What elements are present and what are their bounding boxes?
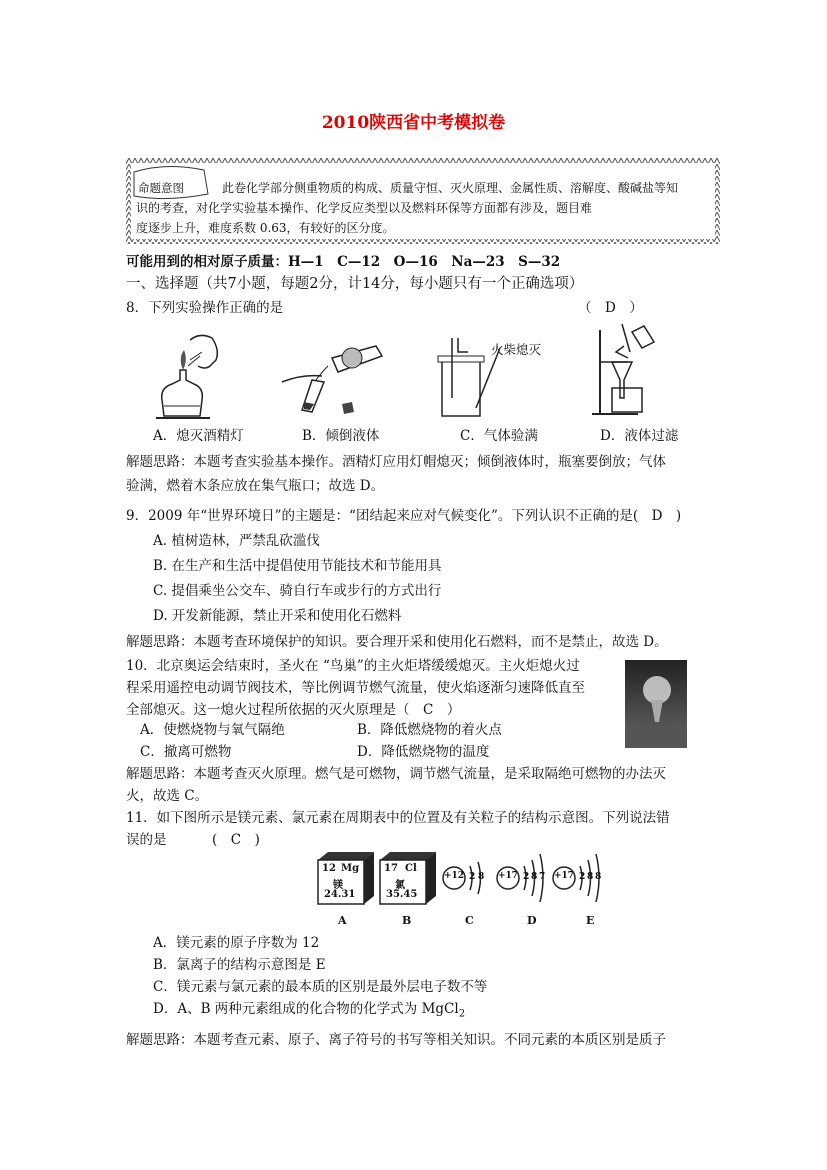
atom-c-nucleus: +12	[444, 871, 465, 881]
card-a-symbol: Mg	[341, 863, 360, 874]
figure-filtration	[588, 322, 658, 420]
q8-option-d: D．液体过滤	[600, 428, 679, 444]
q10-option-d: D．降低燃烧物的温度	[357, 744, 490, 760]
q10-option-b: B．降低燃烧物的着火点	[357, 722, 502, 738]
atomic-mass: 可能用到的相对原子质量：H—1 C—12 O—16 Na—23 S—32	[126, 254, 561, 270]
q8-analysis-1: 解题思路：本题考查实验基本操作。酒精灯应用灯帽熄灭；倾倒液体时，瓶塞要倒放；气体	[126, 454, 666, 470]
card-a-letter: A	[338, 914, 347, 927]
card-b-name: 氯	[395, 880, 405, 891]
page-title: 2010陕西省中考模拟卷	[321, 113, 506, 133]
q8-answer: （ D ）	[578, 300, 643, 316]
q11-option-a: A．镁元素的原子序数为 12	[153, 935, 320, 951]
intro-line-1: 此卷化学部分侧重物质的构成、质量守恒、灭火原理、金属性质、溶解度、酸碱盐等知	[222, 181, 679, 195]
q8-analysis-2: 验满，燃着木条应放在集气瓶口；故选 D。	[126, 478, 385, 494]
q9-stem: 9．2009 年“世界环境日”的主题是：“团结起来应对气候变化”。下列认识不正确的是( D )	[126, 508, 682, 524]
atom-d-shell-3: 7	[539, 872, 546, 882]
q11-option-d-text: D．A、B 两种元素组成的化合物的化学式为 MgCl	[153, 1001, 459, 1017]
q11-analysis: 解题思路：本题考查元素、原子、离子符号的书写等相关知识。不同元素的本质区别是质子	[126, 1032, 666, 1048]
q9-option-a: A. 植树造林，严禁乱砍滥伐	[153, 533, 320, 549]
q10-analysis-2: 火，故选 C。	[126, 788, 209, 804]
atom-d-shell-1: 2	[523, 872, 530, 882]
q11-option-d-subscript: 2	[458, 1008, 466, 1020]
card-b-mass: 35.45	[386, 889, 418, 900]
card-a-mass: 24.31	[324, 889, 356, 900]
intro-line-3: 度逐步上升，难度系数 0.63，有较好的区分度。	[136, 221, 395, 235]
atom-d-nucleus: +17	[498, 871, 519, 881]
q10-option-c: C．撤离可燃物	[140, 744, 232, 760]
q9-option-b: B. 在生产和生活中提倡使用节能技术和节能用具	[153, 558, 442, 574]
q8-option-b: B．倾倒液体	[302, 428, 380, 444]
q9-option-c: C. 提倡乘坐公交车、骑自行车或步行的方式出行	[153, 583, 442, 599]
intro-box	[126, 158, 720, 244]
atom-c-shell-1: 2	[469, 872, 476, 882]
q11-option-d	[153, 999, 465, 1025]
atom-e-shell-1: 2	[579, 872, 586, 882]
card-b-number: 17	[384, 863, 398, 874]
atom-e-nucleus: +17	[554, 871, 575, 881]
q8-figure-label: 火柴熄灭	[491, 342, 542, 357]
atom-d-shell-2: 8	[531, 872, 538, 882]
card-a-name: 镁	[333, 880, 343, 891]
q10-line-2: 程采用遥控电动调节阀技术，等比例调节燃气流量，使火焰逐渐匀速降低直至	[126, 680, 585, 696]
figure-pouring	[272, 332, 392, 414]
figure-alcohol-lamp	[150, 330, 250, 420]
q11-line-1: 11．如下图所示是镁元素、氯元素在周期表中的位置及有关粒子的结构示意图。下列说法错	[126, 810, 670, 826]
atom-c-letter: C	[465, 914, 474, 927]
q10-option-a: A．使燃烧物与氧气隔绝	[140, 722, 285, 738]
card-b-letter: B	[402, 914, 412, 927]
atom-d-letter: D	[527, 914, 537, 927]
card-a-number: 12	[322, 863, 336, 874]
q11-answer: ( C )	[212, 832, 260, 848]
q9-analysis: 解题思路：本题考查环境保护的知识。要合理开采和使用化石燃料，而不是禁止，故选 D。	[126, 634, 668, 650]
q11-option-c: C．镁元素与氯元素的最本质的区别是最外层电子数不等	[153, 979, 488, 995]
q10-analysis-1: 解题思路：本题考查灭火原理。燃气是可燃物，调节燃气流量，是采取隔绝可燃物的办法灭	[126, 766, 666, 782]
q8-stem: 8．下列实验操作正确的是	[126, 300, 284, 316]
intro-line-2: 识的考查，对化学实验基本操作、化学反应类型以及燃料环保等方面都有涉及，题目难	[136, 201, 593, 215]
q8-option-c: C．气体验满	[460, 428, 538, 444]
q11-option-b: B．氯离子的结构示意图是 E	[153, 957, 326, 973]
atom-e-letter: E	[586, 914, 595, 927]
atom-e-shell-3: 8	[595, 872, 602, 882]
torch-photo	[625, 660, 687, 748]
q8-option-a: A．熄灭酒精灯	[153, 428, 244, 444]
intro-label: 命题意图	[138, 181, 184, 195]
q10-line-3: 全部熄灭。这一熄火过程所依据的灭火原理是（ C ）	[126, 702, 461, 718]
q10-line-1: 10．北京奥运会结束时，圣火在 “鸟巢”的主火炬塔缓缓熄灭。主火炬熄火过	[126, 658, 580, 674]
q11-line-2: 误的是	[126, 832, 167, 848]
atom-c-shell-2: 8	[478, 872, 485, 882]
atom-e-shell-2: 8	[587, 872, 594, 882]
card-b-symbol: Cl	[405, 863, 417, 874]
section-heading: 一、选择题（共7小题，每题2分，计14分，每小题只有一个正确选项）	[126, 276, 584, 292]
q9-option-d: D. 开发新能源，禁止开采和使用化石燃料	[153, 608, 402, 624]
